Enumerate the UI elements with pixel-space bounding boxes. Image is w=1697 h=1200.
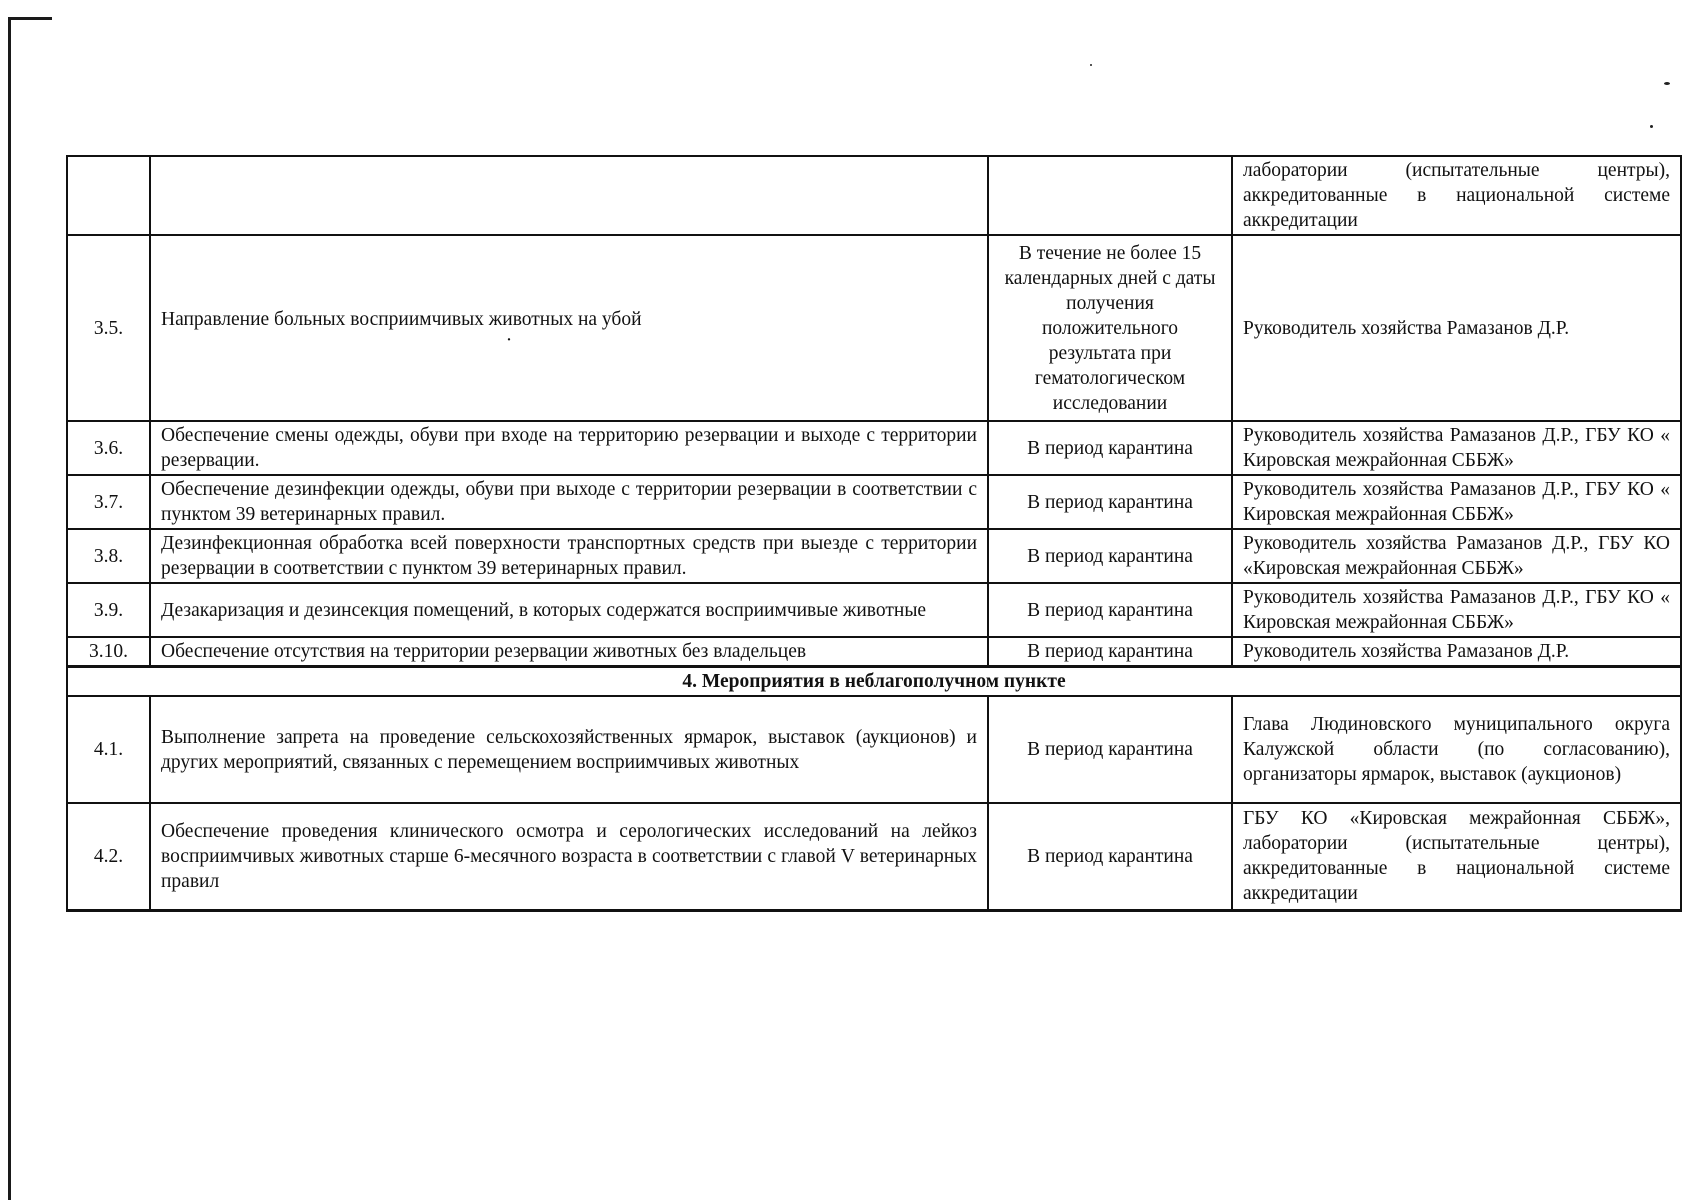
scan-speck <box>1090 64 1092 66</box>
measures-table <box>66 155 1682 912</box>
responsible-cell: Руководитель хозяйства Рамазанов Д.Р. <box>1232 235 1681 421</box>
table-row <box>67 156 1681 235</box>
table-row <box>67 529 1681 583</box>
section-title: 4. Мероприятия в неблагополучном пункте <box>67 667 1681 697</box>
table-row <box>67 637 1681 667</box>
action-cell: Дезакаризация и дезинсекция помещений, в которых содержатся восприимчивые животные <box>150 583 988 637</box>
scan-speck <box>1664 82 1670 85</box>
row-number: 3.9. <box>67 583 150 637</box>
term-cell: В период карантина <box>988 529 1232 583</box>
action-cell: Обеспечение смены одежды, обуви при входе на территорию резервации и выходе с территории резервации. <box>150 421 988 475</box>
responsible-cell: Руководитель хозяйства Рамазанов Д.Р. <box>1232 637 1681 667</box>
responsible-cell: Руководитель хозяйства Рамазанов Д.Р., ГБУ КО « Кировская межрайонная СББЖ» <box>1232 421 1681 475</box>
term-cell: В период карантина <box>988 696 1232 803</box>
action-text: Направление больных восприимчивых животных на убой <box>161 308 642 330</box>
responsible-cell: Глава Людиновского муниципального округа Калужской области (по согласованию), организаторы ярмарок, выставок (аукционов) <box>1232 696 1681 803</box>
scan-corner-mark <box>8 17 52 20</box>
row-number: 3.7. <box>67 475 150 529</box>
term-cell <box>988 156 1232 235</box>
table-row <box>67 696 1681 803</box>
responsible-cell: ГБУ КО «Кировская межрайонная СББЖ», лаборатории (испытательные центры), аккредитованные в национальной системе аккредитации <box>1232 803 1681 910</box>
row-number: 4.2. <box>67 803 150 910</box>
scan-speck: · <box>505 329 513 351</box>
table-row <box>67 235 1681 421</box>
responsible-cell: Руководитель хозяйства Рамазанов Д.Р., ГБУ КО « Кировская межрайонная СББЖ» <box>1232 475 1681 529</box>
row-number: 3.10. <box>67 637 150 667</box>
table-row <box>67 803 1681 910</box>
row-number: 3.8. <box>67 529 150 583</box>
term-cell: В период карантина <box>988 421 1232 475</box>
row-number: 3.6. <box>67 421 150 475</box>
action-cell: Обеспечение проведения клинического осмотра и серологических исследований на лейкоз восприимчивых животных старше 6-месячного возраста в соответствии с главой V ветеринарных правил <box>150 803 988 910</box>
table-row <box>67 475 1681 529</box>
row-number: 4.1. <box>67 696 150 803</box>
term-cell: В период карантина <box>988 637 1232 667</box>
action-cell <box>150 156 988 235</box>
term-cell: В течение не более 15 календарных дней с даты получения положительного результата при гематологическом исследовании <box>988 235 1232 421</box>
responsible-cell: лаборатории (испытательные центры), аккредитованные в национальной системе аккредитации <box>1232 156 1681 235</box>
term-cell: В период карантина <box>988 583 1232 637</box>
row-number <box>67 156 150 235</box>
action-cell: Выполнение запрета на проведение сельскохозяйственных ярмарок, выставок (аукционов) и других мероприятий, связанных с перемещением восприимчивых животных <box>150 696 988 803</box>
action-cell <box>150 235 988 421</box>
action-cell: Дезинфекционная обработка всей поверхности транспортных средств при выезде с территории резервации в соответствии с пунктом 39 ветеринарных правил. <box>150 529 988 583</box>
term-cell: В период карантина <box>988 803 1232 910</box>
term-cell: В период карантина <box>988 475 1232 529</box>
action-cell: Обеспечение отсутствия на территории резервации животных без владельцев <box>150 637 988 667</box>
table-row <box>67 421 1681 475</box>
table-row <box>67 583 1681 637</box>
responsible-cell: Руководитель хозяйства Рамазанов Д.Р., ГБУ КО « Кировская межрайонная СББЖ» <box>1232 583 1681 637</box>
scan-left-edge <box>8 17 11 1200</box>
row-number: 3.5. <box>67 235 150 421</box>
action-cell: Обеспечение дезинфекции одежды, обуви при выходе с территории резервации в соответствии с пунктом 39 ветеринарных правил. <box>150 475 988 529</box>
scan-speck <box>1650 125 1653 128</box>
section-header-row <box>67 667 1681 697</box>
responsible-cell: Руководитель хозяйства Рамазанов Д.Р., ГБУ КО «Кировская межрайонная СББЖ» <box>1232 529 1681 583</box>
